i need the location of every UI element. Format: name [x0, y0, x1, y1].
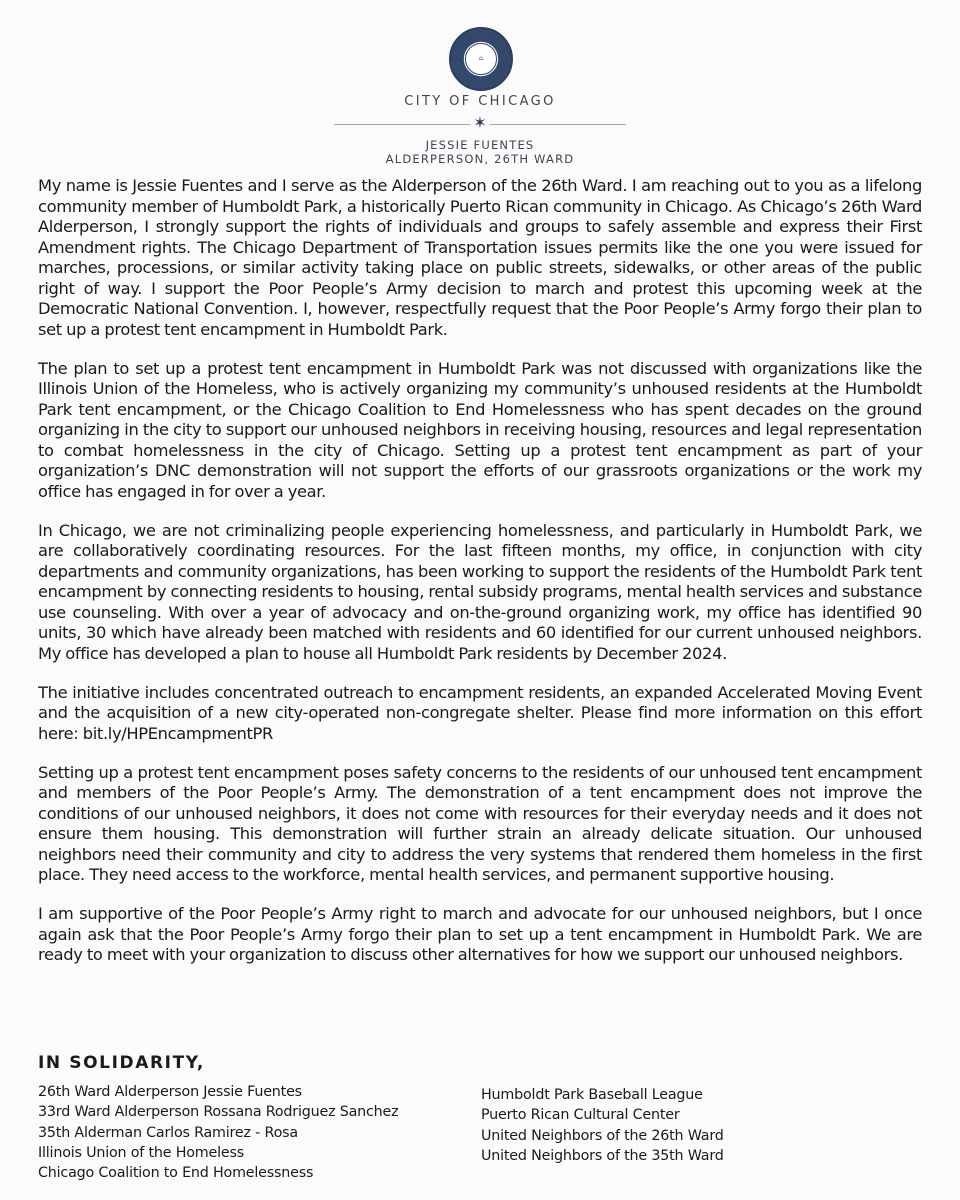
signatory: Puerto Rican Cultural Center: [481, 1107, 680, 1124]
closing-label: IN SOLIDARITY,: [38, 1053, 205, 1073]
signatories-right: [481, 1082, 724, 1183]
sender-block: [0, 138, 960, 166]
seal-center: ⌂: [465, 43, 497, 75]
signatory: United Neighbors of the 26th Ward: [481, 1127, 724, 1144]
paragraph-1: My name is Jessie Fuentes and I serve as the Alderperson of the 26th Ward. I am reaching out to you as a lifelong community member of Humboldt Park, a historically Puerto Rican community in Chicago. As Chicago’s 26th Ward Alderperson, I strongly support the rights of individuals and groups to safely assemble and express their First Amendment rights. The Chicago Department of Transportation issues permits like the one you were issued for marches, processions, or similar activity taking place on public streets, sidewalks, or other areas of the public right of way. I support the Poor People’s Army decision to march and protest this upcoming week at the Democratic National Convention. I, however, respectfully request that the Poor People’s Army forgo their plan to set up a protest tent encampment in Humboldt Park.: [38, 176, 922, 339]
paragraph-4: The initiative includes concentrated outreach to encampment residents, an expanded Accelerated Moving Event and the acquisition of a new city-operated non-congregate shelter. Please find more information on this effort here: bit.ly/HPEncampmentPR: [38, 682, 922, 743]
signatory: 26th Ward Alderperson Jessie Fuentes: [38, 1084, 302, 1100]
signatory: 35th Alderman Carlos Ramirez - Rosa: [38, 1124, 298, 1141]
sender-title: ALDERPERSON, 26TH WARD: [385, 152, 575, 166]
paragraph-5: Setting up a protest tent encampment poses safety concerns to the residents of our unhoused tent encampment and members of the Poor People’s Army. The demonstration of a tent encampment does not improve the conditions of our unhoused neighbors, it does not come with resources for their everyday needs and it does not ensure them housing. This demonstration will further strain an already delicate situation. Our unhoused neighbors need their community and city to address the very systems that rendered them homeless in the first place. They need access to the workforce, mental health services, and permanent supportive housing.: [38, 762, 922, 884]
signatory: Illinois Union of the Homeless: [38, 1144, 244, 1161]
signatories-left: [38, 1082, 481, 1183]
paragraph-6: I am supportive of the Poor People’s Army right to march and advocate for our unhoused neighbors, but I once again ask that the Poor People’s Army forgo their plan to set up a tent encampment in Humboldt Park. We are ready to meet with your organization to discuss other alternatives for how we support our unhoused neighbors.: [38, 904, 922, 964]
city-name: CITY OF CHICAGO: [404, 94, 556, 109]
letter-body: [38, 176, 922, 984]
signatory: 33rd Ward Alderperson Rossana Rodriguez Sanchez: [38, 1104, 399, 1121]
signatory: United Neighbors of the 35th Ward: [481, 1147, 724, 1164]
signatory: Humboldt Park Baseball League: [481, 1087, 703, 1103]
signatory: Chicago Coalition to End Homelessness: [38, 1165, 314, 1182]
sender-name: JESSIE FUENTES: [425, 138, 535, 152]
paragraph-3: In Chicago, we are not criminalizing people experiencing homelessness, and particularly in Humboldt Park, we are collaboratively coordinating resources. For the last fifteen months, my office, in conjunction with city departments and community organizations, has been working to support the residents of the Humboldt Park tent encampment by connecting residents to housing, rental subsidy programs, mental health services and substance use counseling. With over a year of advocacy and on-the-ground organizing work, my office has identified 90 units, 30 which have already been matched with residents and 60 identified for our current unhoused neighbors. My office has developed a plan to house all Humboldt Park residents by December 2024.: [38, 520, 922, 663]
city-seal-icon: [449, 27, 513, 91]
chicago-star-icon: ✶: [470, 112, 490, 134]
signatories: [38, 1082, 922, 1183]
letterhead: [0, 0, 960, 170]
paragraph-2: The plan to set up a protest tent encampment in Humboldt Park was not discussed with organizations like the Illinois Union of the Homeless, who is actively organizing my community’s unhoused residents at the Humboldt Park tent encampment, or the Chicago Coalition to End Homelessness who has spent decades on the ground organizing in the city to support our unhoused neighbors in receiving housing, resources and legal representation to combat homelessness in the city of Chicago. Setting up a protest tent encampment as part of your organization’s DNC demonstration will not support the efforts of our grassroots organizations or the work my office has engaged in for over a year.: [38, 358, 922, 501]
